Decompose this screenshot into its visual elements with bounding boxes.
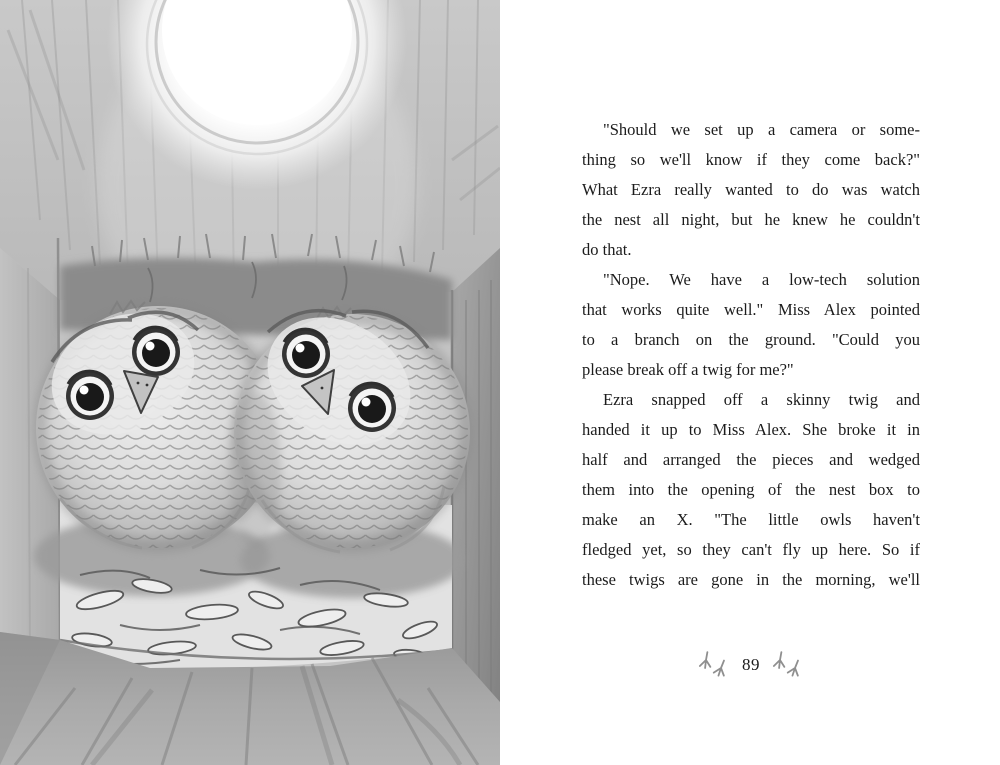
story-line: do that. — [582, 240, 632, 259]
left-owlet-right-eye — [132, 327, 180, 376]
story-line: them into the opening of the nest box to — [582, 480, 920, 499]
story-line: these twigs are gone in the morning, we'll — [582, 570, 920, 589]
story-paragraph — [582, 115, 920, 265]
story-line: half and arranged the pieces and wedged — [582, 450, 920, 469]
owl-footprints-left-icon — [695, 650, 733, 680]
story-line: fledged yet, so they can't fly up here. So if — [582, 540, 920, 559]
story-line: "Nope. We have a low-tech solution — [603, 270, 920, 289]
story-line: handed it up to Miss Alex. She broke it in — [582, 420, 920, 439]
story-text-column — [582, 115, 920, 595]
story-line: thing so we'll know if they come back?" — [582, 150, 920, 169]
right-owlet-left-eye — [282, 329, 330, 378]
story-line: that works quite well." Miss Alex pointed — [582, 300, 920, 319]
story-line: the nest all night, but he knew he couldn't — [582, 210, 920, 229]
story-paragraphs — [582, 115, 920, 595]
story-paragraph — [582, 265, 920, 385]
owl-footprints-right-icon — [769, 650, 807, 680]
story-paragraph — [582, 385, 920, 595]
owl-gap-shadow — [229, 392, 281, 548]
left-owlet-left-eye — [66, 371, 114, 420]
story-line: make an X. "The little owls haven't — [582, 510, 920, 529]
story-line: What Ezra really wanted to do was watch — [582, 180, 920, 199]
page-number: 89 — [742, 655, 760, 674]
story-line: Ezra snapped off a skinny twig and — [603, 390, 920, 409]
story-line: please break off a twig for me?" — [582, 360, 794, 379]
story-line: "Should we set up a camera or some- — [603, 120, 920, 139]
story-line: to a branch on the ground. "Could you — [582, 330, 920, 349]
page-footer — [582, 650, 920, 680]
right-owlet-right-eye — [348, 383, 396, 432]
